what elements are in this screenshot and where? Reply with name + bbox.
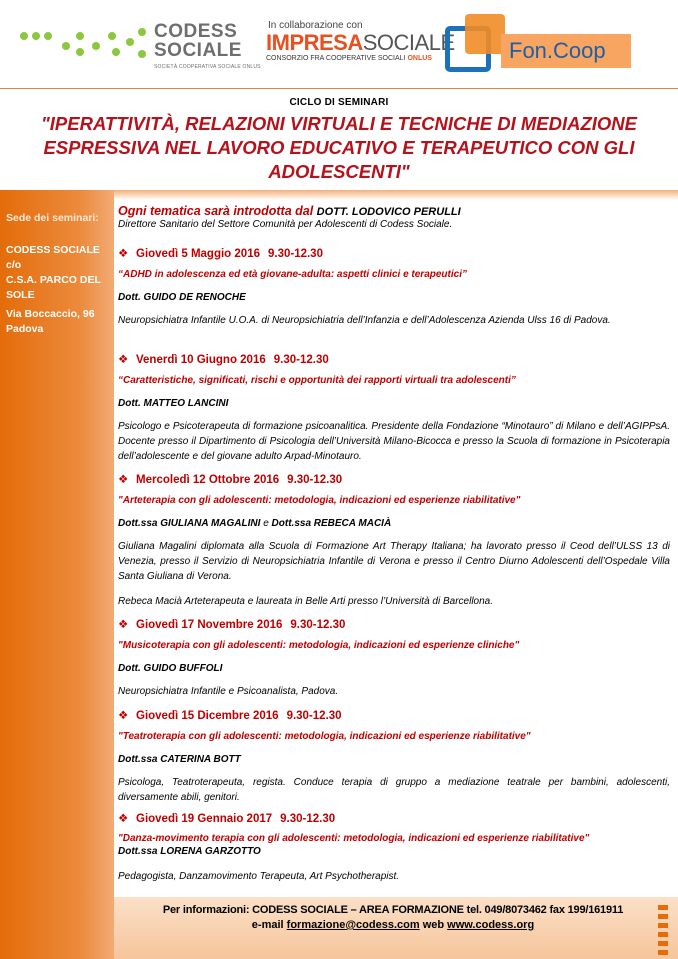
venue-line: C.S.A. PARCO DEL [6, 274, 101, 286]
seminar-date: ❖ Mercoledì 12 Ottobre 2016 9.30-12.30 [118, 474, 343, 486]
foncoop-name: Fon.Coop [501, 34, 631, 68]
venue-line: Via Boccaccio, 96 [6, 308, 95, 320]
seminar-bio: Giuliana Magalini diplomata alla Scuola di Formazione Art Therapy Italiana; ha lavorato presso il Ceod dell’ULSS 13 di Venezia, presso il Servizio di Neuropsichiatria Infantile di Verona e presso il Centro Diurno Adolescenti dell’Ospedale Villa Santa Giuliana di Verona. [118, 541, 670, 582]
seminar-topic: "Danza-movimento terapia con gli adolescenti: metodologia, indicazioni ed esperienze riabilitative" [118, 833, 590, 844]
seminar-date: ❖ Venerdì 10 Giugno 2016 9.30-12.30 [118, 354, 329, 366]
seminar-bio: Rebeca Macià Arteterapeuta e laureata in Belle Arti presso l’Università di Barcellona. [118, 596, 494, 607]
seminar-item [118, 811, 670, 884]
venue-heading: Sede dei seminari: [6, 212, 99, 224]
seminar-topic: "Arteterapia con gli adolescenti: metodologia, indicazioni ed esperienze riabilitative" [118, 495, 521, 506]
venue-sidebar [0, 190, 114, 959]
codess-sociale-logo [20, 21, 261, 82]
seminar-bio: Neuropsichiatra Infantile e Psicoanalista, Padova. [118, 686, 339, 697]
seminar-speaker: Dott.ssa LORENA GARZOTTO [118, 846, 261, 857]
title-band [0, 88, 678, 190]
series-label: CICLO DI SEMINARI [289, 97, 389, 108]
seminar-bio: Neuropsichiatra Infantile U.O.A. di Neuropsichiatria dell’Infanzia e dell’Adolescenza Azienda Ulss 16 di Padova. [118, 315, 611, 326]
codess-logo-tagline: SOCIETÀ COOPERATIVA SOCIALE ONLUS [154, 64, 261, 70]
diamond-bullet-icon: ❖ [118, 813, 129, 825]
seminar-bio: Psicologa, Teatroterapeuta, regista. Conduce terapia di gruppo a mediazione teatrale per bambini, adolescenti, diversamente abili, genitori. [118, 777, 670, 803]
contact-links: e-mail formazione@codess.com web www.codess.org [251, 919, 535, 931]
contact-info: Per informazioni: CODESS SOCIALE – AREA FORMAZIONE tel. 049/8073462 fax 199/161911 [162, 904, 624, 916]
venue-line: Padova [6, 323, 44, 335]
diamond-bullet-icon: ❖ [118, 619, 129, 631]
seminar-topic: “Caratteristiche, significati, rischi e opportunità dei rapporti virtuali tra adolescenti” [118, 375, 516, 386]
venue-line: c/o [6, 259, 22, 271]
seminar-item [118, 472, 670, 609]
diamond-bullet-icon: ❖ [118, 248, 129, 260]
diamond-bullet-icon: ❖ [118, 710, 129, 722]
intro-line: Ogni tematica sarà introdotta dal DOTT. LODOVICO PERULLI [118, 204, 461, 218]
impresa-sociale-name: IMPRESASOCIALE [266, 30, 455, 55]
intro-block [118, 204, 670, 230]
intro-role: Direttore Sanitario del Settore Comunità per Adolescenti di Codess Sociale. [118, 219, 453, 230]
codess-logo-name: CODESS SOCIALE [154, 21, 242, 61]
seminar-item [118, 708, 670, 805]
impresa-sociale-tagline: CONSORZIO FRA COOPERATIVE SOCIALI ONLUS [266, 55, 432, 62]
codess-dots-icon [20, 28, 150, 62]
seminar-topic: "Musicoterapia con gli adolescenti: metodologia, indicazioni ed esperienze cliniche" [118, 640, 520, 651]
seminar-speaker: Dott. GUIDO BUFFOLI [118, 663, 223, 674]
collaboration-label: In collaborazione con [268, 20, 363, 31]
website-link[interactable]: www.codess.org [447, 919, 535, 931]
venue-line: CODESS SOCIALE [6, 244, 100, 256]
page-title: "IPERATTIVITÀ, RELAZIONI VIRTUALI E TECNICHE DI MEDIAZIONE ESPRESSIVA NEL LAVORO EDUCATIVO E TERAPEUTICO CON GLI ADOLESCENTI" [41, 113, 637, 182]
seminar-date: ❖ Giovedì 15 Dicembre 2016 9.30-12.30 [118, 710, 342, 722]
seminar-topic: “ADHD in adolescenza ed età giovane-adulta: aspetti clinici e terapeutici” [118, 269, 467, 280]
intro-speaker: DOTT. LODOVICO PERULLI [316, 206, 461, 218]
seminar-item [118, 352, 670, 464]
seminar-date: ❖ Giovedì 17 Novembre 2016 9.30-12.30 [118, 619, 346, 631]
seminar-speaker: Dott. GUIDO DE RENOCHE [118, 292, 246, 303]
decorative-stripes [658, 905, 668, 955]
logo-bar [0, 0, 678, 88]
diamond-bullet-icon: ❖ [118, 354, 129, 366]
foncoop-square-icon [465, 14, 505, 54]
seminar-topic: "Teatroterapia con gli adolescenti: metodologia, indicazioni ed esperienze riabilitative" [118, 731, 531, 742]
seminar-date: ❖ Giovedì 19 Gennaio 2017 9.30-12.30 [118, 813, 336, 825]
contact-footer [114, 897, 678, 959]
seminar-speaker: Dott.ssa GIULIANA MAGALINI e Dott.ssa REBECA MACIÀ [118, 518, 392, 529]
seminar-bio: Pedagogista, Danzamovimento Terapeuta, Art Psychotherapist. [118, 871, 400, 882]
seminar-speaker: Dott.ssa CATERINA BOTT [118, 754, 241, 765]
seminar-speaker: Dott. MATTEO LANCINI [118, 398, 229, 409]
diamond-bullet-icon: ❖ [118, 474, 129, 486]
seminar-item [118, 246, 670, 328]
seminar-item [118, 617, 670, 699]
foncoop-logo [445, 14, 635, 80]
impresa-sociale-logo [266, 20, 455, 76]
email-link[interactable]: formazione@codess.com [286, 919, 420, 931]
venue-line: SOLE [6, 289, 35, 301]
seminar-date: ❖ Giovedì 5 Maggio 2016 9.30-12.30 [118, 248, 323, 260]
seminar-bio: Psicologo e Psicoterapeuta di formazione psicoanalitica. Presidente della Fondazione “Minotauro” di Milano e dell’AGIPPsA. Docente presso il Dipartimento di Psicologia dell’Università Milano-Bicocca e presso la Scuola di formazione in Psicoterapia dell’adolescente e del giovane adulto Arpad-Minotauro. [118, 421, 670, 462]
